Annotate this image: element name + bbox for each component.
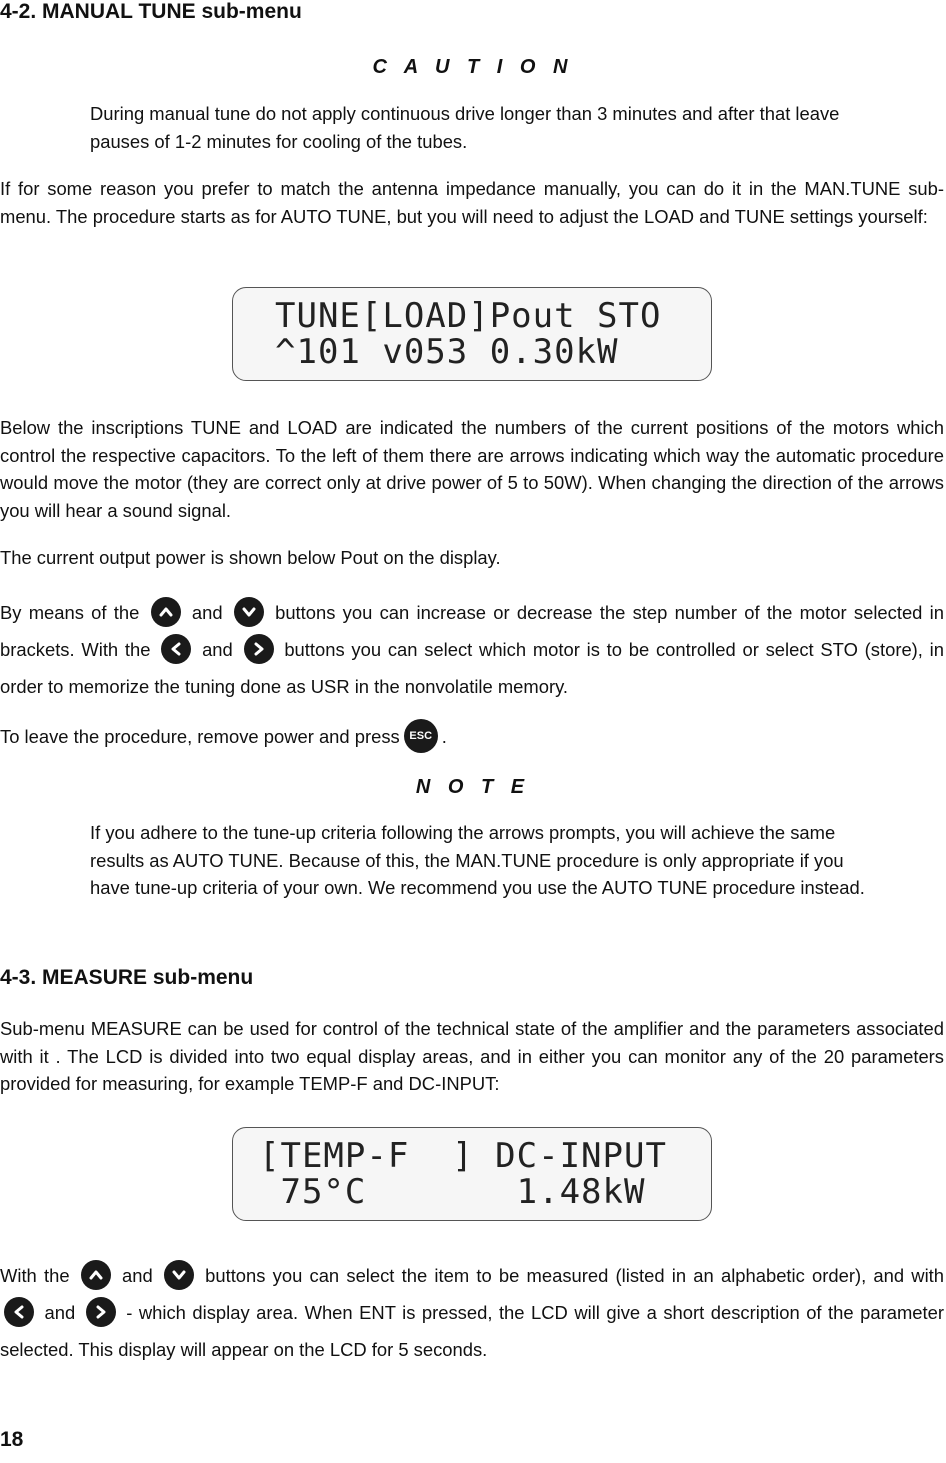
caution-text: During manual tune do not apply continuous drive longer than 3 minutes and after that leave pauses of 1-2 minutes for cooling of the tubes. (90, 103, 840, 152)
down-arrow-icon (164, 1260, 194, 1290)
section-title-manual-tune: 4-2. MANUAL TUNE sub-menu (0, 0, 302, 23)
note-heading: N O T E (415, 776, 531, 798)
right-arrow-icon (86, 1297, 116, 1327)
paragraph-motor-positions: Below the inscriptions TUNE and LOAD are indicated the numbers of the current positions of the motors which control the respective capacitors. To the left of them there are arrows indicating which way the automatic procedure would move the motor (they are correct only at drive power of 5 to 50W). When changing the direction of the arrows you will hear a sound signal. (0, 417, 944, 521)
section-title-measure: 4-3. MEASURE sub-menu (0, 966, 254, 989)
caution-heading: C A U T I O N (372, 56, 574, 78)
page-number: 18 (0, 1428, 24, 1451)
up-arrow-icon (151, 597, 181, 627)
paragraph-leave-procedure: To leave the procedure, remove power and press ESC . (0, 718, 944, 755)
measure-intro: Sub-menu MEASURE can be used for control of the technical state of the amplifier and the parameters associated with it . The LCD is divided into two equal display areas, and in either you can monitor any of the 20 parameters provided for measuring, for example TEMP-F and DC-INPUT: (0, 1018, 944, 1094)
esc-button-icon: ESC (404, 719, 438, 753)
lcd-line-1: [TEMP-F ] DC-INPUT (259, 1136, 667, 1176)
paragraph-button-usage: By means of the and buttons you can increase or decrease the step number of the motor selected in brackets. With the and buttons you can select which motor is to be controlled or select STO (store), in order to memorize the tuning done as USR in the nonvolatile memory. (0, 594, 944, 705)
down-arrow-icon (234, 597, 264, 627)
left-arrow-icon (161, 634, 191, 664)
lcd-display-measure (232, 1127, 712, 1221)
lcd-line-2: ^101 v053 0.30kW (275, 332, 619, 372)
manual-tune-intro: If for some reason you prefer to match the antenna impedance manually, you can do it in the MAN.TUNE sub-menu. The procedure starts as for AUTO TUNE, but you will need to adjust the LOAD and TUNE settings yourself: (0, 178, 944, 227)
paragraph-output-power: The current output power is shown below Pout on the display. (0, 547, 501, 568)
note-text: If you adhere to the tune-up criteria following the arrows prompts, you will achieve the same results as AUTO TUNE. Because of this, the MAN.TUNE procedure is only appropriate if you have tune-up criteria of your own. We recommend you use the AUTO TUNE procedure instead. (90, 822, 865, 898)
lcd-display-manual-tune (232, 287, 712, 381)
left-arrow-icon (4, 1297, 34, 1327)
paragraph-measure-buttons: With the and buttons you can select the item to be measured (listed in an alphabetic order), and with and - which display area. When ENT is pressed, the LCD will give a short description of the parameter selected. This display will appear on the LCD for 5 seconds. (0, 1257, 944, 1368)
right-arrow-icon (244, 634, 274, 664)
lcd-line-2: 75°C 1.48kW (259, 1172, 646, 1212)
lcd-line-1: TUNE[LOAD]Pout STO (275, 296, 662, 336)
up-arrow-icon (81, 1260, 111, 1290)
